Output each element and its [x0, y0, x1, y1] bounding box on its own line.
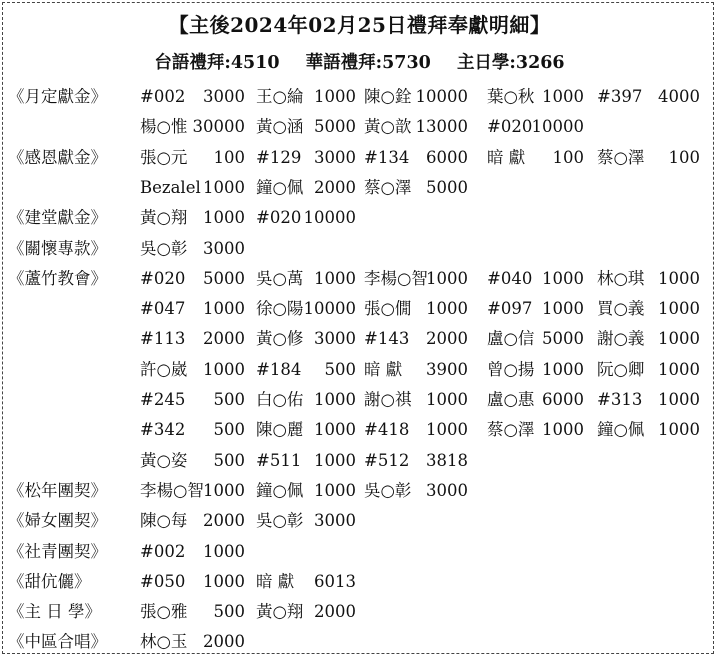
offering-row: [0, 597, 719, 627]
offering-row: [0, 355, 719, 385]
offering-row: [0, 537, 719, 567]
donation-amount: 1000: [658, 359, 700, 379]
donation-amount: 5000: [542, 329, 584, 349]
donation-amount: 1000: [658, 329, 700, 349]
offering-row: [0, 446, 719, 476]
donor-name: 張○僩: [364, 299, 412, 319]
donor-name: 許○崴: [140, 359, 188, 379]
donor-name: 林○琪: [597, 268, 645, 288]
donor-name: 陳○每: [140, 511, 188, 531]
attendance-label: 華語禮拜:: [305, 53, 383, 73]
donor-name: #418: [364, 420, 410, 440]
donation-amount: 3000: [203, 238, 245, 258]
donor-name: #342: [140, 420, 186, 440]
donation-amount: 1000: [426, 268, 468, 288]
attendance-value: 5730: [382, 53, 431, 73]
offering-row: [0, 264, 719, 294]
donor-name: 盧○惠: [487, 390, 535, 409]
donor-name: 李楊○智: [140, 480, 204, 500]
donation-amount: 2000: [426, 329, 468, 349]
donation-amount: 1000: [314, 420, 356, 440]
donor-name: 暗 獻: [256, 571, 295, 591]
donation-amount: 30000: [192, 117, 245, 137]
attendance-label: 主日學:: [456, 53, 516, 73]
donation-amount: 3000: [314, 511, 356, 531]
donor-name: 黃○姿: [140, 450, 188, 470]
donor-name: 楊○惟: [140, 117, 188, 137]
donation-amount: 1000: [542, 87, 584, 106]
donation-amount: 6000: [542, 390, 584, 409]
offering-row: [0, 143, 719, 173]
donor-name: 徐○陽: [256, 299, 304, 319]
donation-amount: 10000: [303, 299, 356, 319]
donation-amount: 100: [552, 147, 584, 167]
offering-row: [0, 476, 719, 506]
donor-name: 陳○麗: [256, 420, 304, 440]
donation-amount: 1000: [203, 299, 245, 319]
donation-amount: 5000: [314, 117, 356, 137]
donor-name: #313: [597, 390, 643, 409]
donation-amount: 500: [213, 420, 245, 440]
donation-amount: 1000: [203, 480, 245, 500]
donation-amount: 1000: [203, 177, 245, 197]
donor-name: 張○元: [140, 147, 188, 167]
donor-name: #512: [364, 450, 410, 470]
attendance-label: 台語禮拜:: [154, 53, 231, 73]
donation-amount: 3900: [426, 359, 468, 379]
offering-row: [0, 82, 719, 112]
offering-row: [0, 627, 719, 657]
donor-name: 盧○信: [487, 329, 535, 349]
donation-amount: 1000: [203, 541, 245, 561]
donation-amount: 2000: [203, 329, 245, 349]
donor-name: #397: [597, 87, 643, 106]
offering-row: [0, 567, 719, 597]
category-label: 《主 日 學》: [8, 602, 101, 622]
donation-amount: 1000: [658, 299, 700, 319]
offering-row: [0, 415, 719, 445]
donation-amount: 1000: [658, 420, 700, 440]
donation-amount: 3818: [426, 450, 468, 470]
donation-amount: 4000: [658, 87, 700, 106]
donation-amount: 500: [213, 450, 245, 470]
offering-row: [0, 385, 719, 415]
offering-row: [0, 112, 719, 142]
donation-amount: 2000: [314, 177, 356, 197]
category-label: 《月定獻金》: [8, 87, 107, 106]
donation-amount: 1000: [203, 571, 245, 591]
donation-amount: 3000: [203, 87, 245, 106]
donor-name: #002: [140, 541, 186, 561]
category-label: 《中區合唱》: [8, 632, 107, 652]
donor-name: #050: [140, 571, 186, 591]
donation-amount: 1000: [658, 268, 700, 288]
donation-amount: 1000: [542, 268, 584, 288]
donation-amount: 100: [213, 147, 245, 167]
donor-name: 鐘○佩: [597, 420, 645, 440]
donor-name: #047: [140, 299, 186, 319]
donor-name: 吳○萬: [256, 268, 304, 288]
attendance-value: 4510: [230, 53, 280, 73]
donor-name: 黃○涵: [256, 117, 304, 137]
donor-name: 謝○義: [597, 329, 645, 349]
donor-name: #113: [140, 329, 186, 349]
offering-row: [0, 234, 719, 264]
donation-amount: 1000: [658, 390, 700, 409]
donor-name: 曾○揚: [487, 359, 535, 379]
donor-name: 蔡○澤: [597, 147, 645, 167]
donor-name: 黃○翔: [140, 208, 188, 228]
donation-amount: 1000: [203, 359, 245, 379]
donor-name: #143: [364, 329, 410, 349]
offering-row: [0, 506, 719, 536]
offering-row: [0, 173, 719, 203]
donation-amount: 1000: [203, 208, 245, 228]
offering-row: [0, 324, 719, 354]
attendance-mandarin: [306, 53, 431, 73]
donor-name: 吳○彰: [364, 480, 412, 500]
category-label: 《松年團契》: [8, 480, 107, 500]
donation-amount: 2000: [203, 632, 245, 652]
donor-name: #020: [487, 117, 533, 137]
category-label: 《建堂獻金》: [8, 208, 107, 228]
donation-amount: 1000: [314, 450, 356, 470]
donation-amount: 1000: [542, 299, 584, 319]
donation-amount: 3000: [314, 329, 356, 349]
donation-amount: 3000: [314, 147, 356, 167]
donor-name: 黃○歆: [364, 117, 412, 137]
donor-name: 林○玉: [140, 632, 188, 652]
donor-name: 阮○卿: [597, 359, 645, 379]
donor-name: #040: [487, 268, 533, 288]
category-label: 《婦女團契》: [8, 511, 107, 531]
category-label: 《感恩獻金》: [8, 147, 107, 167]
donor-name: 黃○翔: [256, 602, 304, 622]
donor-name: #245: [140, 390, 186, 409]
donor-name: #020: [256, 208, 302, 228]
donor-name: 謝○祺: [364, 390, 412, 409]
donor-name: Bezalel: [140, 177, 201, 197]
donation-amount: 10000: [415, 87, 468, 106]
donor-name: #511: [256, 450, 302, 470]
attendance-sunday-school: [457, 53, 565, 73]
donation-amount: 1000: [426, 390, 468, 409]
donor-name: 張○雅: [140, 602, 188, 622]
donation-amount: 10000: [531, 117, 584, 137]
donor-name: 買○義: [597, 299, 645, 319]
donation-amount: 1000: [426, 299, 468, 319]
donation-amount: 500: [324, 359, 356, 379]
donor-name: #184: [256, 359, 302, 379]
donor-name: 陳○銓: [364, 87, 412, 106]
donor-name: 鐘○佩: [256, 177, 304, 197]
attendance-value: 3266: [515, 53, 565, 73]
donor-name: #129: [256, 147, 302, 167]
attendance-taiwanese: [154, 53, 279, 73]
donation-amount: 1000: [426, 420, 468, 440]
donor-name: 白○佑: [256, 390, 304, 409]
donor-name: #020: [140, 268, 186, 288]
donation-amount: 13000: [415, 117, 468, 137]
donation-amount: 6000: [426, 147, 468, 167]
donor-name: 王○綸: [256, 87, 304, 106]
donor-name: #002: [140, 87, 186, 106]
donation-amount: 1000: [542, 420, 584, 440]
donor-name: 吳○彰: [256, 511, 304, 531]
donor-name: 暗 獻: [487, 147, 526, 167]
donation-amount: 6013: [314, 571, 356, 591]
donation-amount: 3000: [426, 480, 468, 500]
donation-amount: 500: [213, 602, 245, 622]
attendance-line: [0, 48, 719, 78]
donation-amount: 5000: [203, 268, 245, 288]
category-label: 《社青團契》: [8, 541, 107, 561]
offering-row: [0, 294, 719, 324]
donor-name: 暗 獻: [364, 359, 403, 379]
donor-name: #134: [364, 147, 410, 167]
page-title: 【主後2024年02月25日禮拜奉獻明細】: [168, 13, 551, 37]
donor-name: 鐘○佩: [256, 480, 304, 500]
donor-name: 黃○修: [256, 329, 304, 349]
donation-amount: 2000: [203, 511, 245, 531]
donor-name: #097: [487, 299, 533, 319]
offering-row: [0, 203, 719, 233]
category-label: 《蘆竹教會》: [8, 268, 107, 288]
donation-amount: 1000: [314, 480, 356, 500]
donor-name: 李楊○智: [364, 268, 428, 288]
donation-amount: 5000: [426, 177, 468, 197]
donation-amount: 10000: [303, 208, 356, 228]
donation-amount: 1000: [314, 87, 356, 106]
donation-amount: 500: [213, 390, 245, 409]
donation-amount: 1000: [314, 268, 356, 288]
donor-name: 蔡○澤: [364, 177, 412, 197]
donor-name: 吳○彰: [140, 238, 188, 258]
donation-amount: 2000: [314, 602, 356, 622]
donor-name: 蔡○澤: [487, 420, 535, 440]
category-label: 《關懷專款》: [8, 238, 107, 258]
category-label: 《甜伉儷》: [8, 571, 91, 591]
donation-amount: 100: [668, 147, 700, 167]
donation-amount: 1000: [314, 390, 356, 409]
donor-name: 葉○秋: [487, 87, 535, 106]
donation-amount: 1000: [542, 359, 584, 379]
